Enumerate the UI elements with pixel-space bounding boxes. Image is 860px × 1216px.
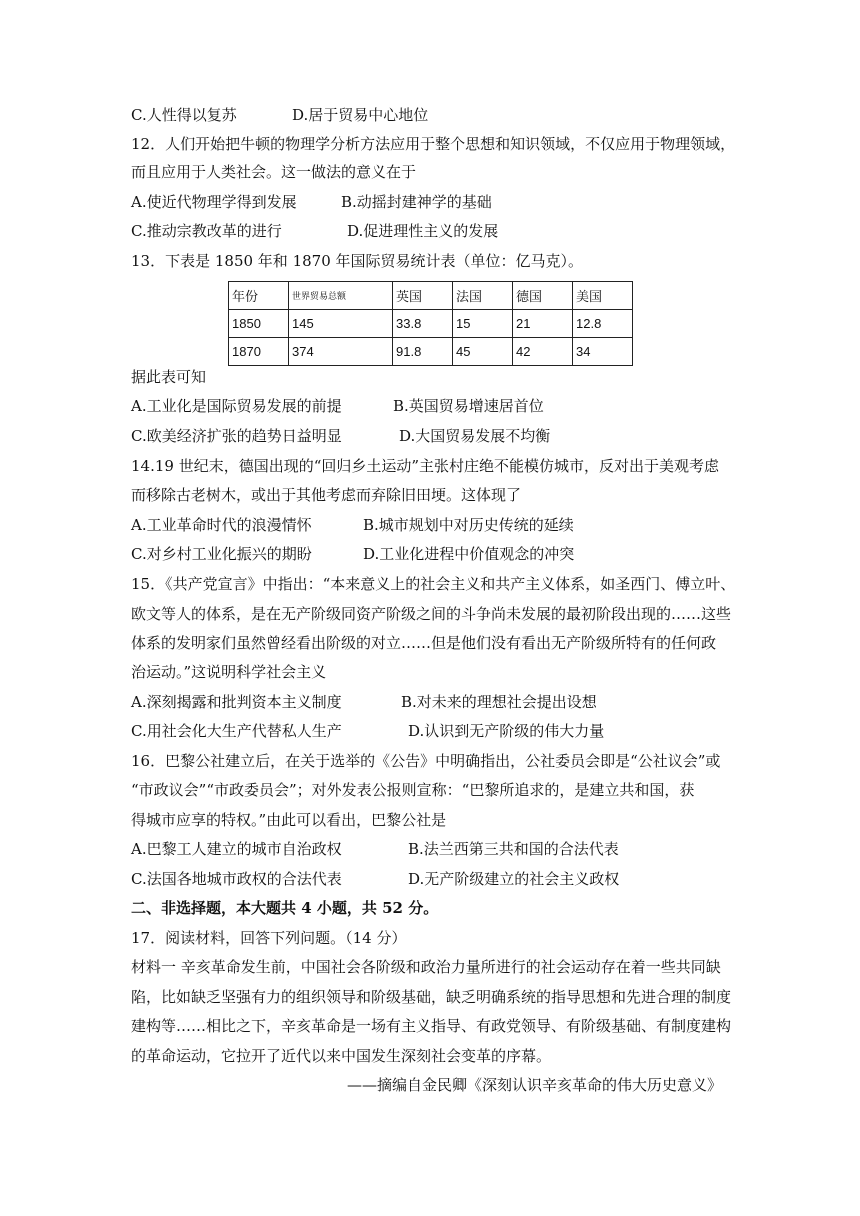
q14-stem-1: 14.19 世纪末，德国出现的“回归乡土运动”主张村庄绝不能模仿城市，反对出于美观考虑	[131, 457, 720, 475]
q14-option-b: B.城市规划中对历史传统的延续	[363, 516, 574, 534]
table-header-cell: 英国	[393, 282, 453, 310]
table-cell: 34	[573, 338, 633, 366]
table-cell: 33.8	[393, 310, 453, 338]
table-header-cell: 年份	[229, 282, 289, 310]
q15-option-d: D.认识到无产阶级的伟大力量	[408, 722, 605, 740]
trade-table	[228, 281, 633, 366]
q14-option-c: C.对乡村工业化振兴的期盼	[131, 545, 312, 563]
q13-option-b: B.英国贸易增速居首位	[393, 397, 544, 415]
q12-option-d: D.促进理性主义的发展	[347, 222, 499, 240]
q13-stem: 13．下表是 1850 年和 1870 年国际贸易统计表（单位：亿马克）。	[131, 252, 584, 270]
q16-option-a: A.巴黎工人建立的城市自治政权	[131, 840, 342, 858]
q15-stem-1: 15．《共产党宣言》中指出：“本来意义上的社会主义和共产主义体系，如圣西门、傅立叶、	[131, 575, 736, 593]
table-row	[229, 310, 633, 338]
q15-option-c: C.用社会化大生产代替私人生产	[131, 722, 342, 740]
table-cell: 42	[513, 338, 573, 366]
q17-stem: 17．阅读材料，回答下列问题。（14 分）	[131, 929, 407, 947]
q15-option-a: A.深刻揭露和批判资本主义制度	[131, 693, 342, 711]
q15-option-b: B.对未来的理想社会提出设想	[401, 693, 597, 711]
table-header-cell: 美国	[573, 282, 633, 310]
q16-stem-2: “市政议会”“市政委员会”；对外发表公报则宣称：“巴黎所追求的，是建立共和国，获	[131, 781, 695, 799]
q15-stem-4: 治运动。”这说明科学社会主义	[131, 663, 327, 681]
table-cell: 21	[513, 310, 573, 338]
material-1-line-3: 建构等……相比之下，辛亥革命是一场有主义指导、有政党领导、有阶级基础、有制度建构	[131, 1017, 732, 1035]
option-c-prev: C.人性得以复苏	[131, 106, 237, 124]
q13-option-d: D.大国贸易发展不均衡	[399, 427, 551, 445]
q14-option-d: D.工业化进程中价值观念的冲突	[363, 545, 575, 563]
material-1-line-2: 陷，比如缺乏坚强有力的组织领导和阶级基础，缺乏明确系统的指导思想和先进合理的制度	[131, 988, 732, 1006]
q16-stem-3: 得城市应享的特权。”由此可以看出，巴黎公社是	[131, 811, 447, 829]
table-header-cell: 法国	[453, 282, 513, 310]
q16-stem-1: 16．巴黎公社建立后，在关于选举的《公告》中明确指出，公社委员会即是“公社议会”或	[131, 752, 721, 770]
q14-option-a: A.工业革命时代的浪漫情怀	[131, 516, 312, 534]
table-cell: 1870	[229, 338, 289, 366]
table-header-row	[229, 282, 633, 310]
q13-option-a: A.工业化是国际贸易发展的前提	[131, 397, 342, 415]
q15-stem-2: 欧文等人的体系，是在无产阶级同资产阶级之间的斗争尚未发展的最初阶段出现的……这些	[131, 605, 732, 623]
material-1-source: ——摘编自金民卿《深刻认识辛亥革命的伟大历史意义》	[346, 1076, 722, 1094]
table-cell: 45	[453, 338, 513, 366]
section-2-heading: 二、非选择题，本大题共 4 小题，共 52 分。	[131, 899, 439, 917]
table-header-cell: 德国	[513, 282, 573, 310]
table-cell: 374	[289, 338, 393, 366]
q13-conclusion: 据此表可知	[131, 368, 207, 386]
table-row	[229, 338, 633, 366]
q12-option-b: B.动摇封建神学的基础	[341, 193, 492, 211]
q15-stem-3: 体系的发明家们虽然曾经看出阶级的对立……但是他们没有看出无产阶级所特有的任何政	[131, 634, 717, 652]
table-cell: 1850	[229, 310, 289, 338]
table-cell: 91.8	[393, 338, 453, 366]
table-cell: 145	[289, 310, 393, 338]
q12-stem-2: 而且应用于人类社会。这一做法的意义在于	[131, 163, 417, 181]
material-1-line-1: 材料一 辛亥革命发生前，中国社会各阶级和政治力量所进行的社会运动存在着一些共同缺	[131, 958, 721, 976]
q16-option-b: B.法兰西第三共和国的合法代表	[408, 840, 619, 858]
q16-option-c: C.法国各地城市政权的合法代表	[131, 870, 342, 888]
q12-option-a: A.使近代物理学得到发展	[131, 193, 297, 211]
q14-stem-2: 而移除古老树木，或出于其他考虑而弃除旧田埂。这体现了	[131, 486, 522, 504]
q12-option-c: C.推动宗教改革的进行	[131, 222, 282, 240]
material-1-line-4: 的革命运动，它拉开了近代以来中国发生深刻社会变革的序幕。	[131, 1047, 552, 1065]
table-cell: 12.8	[573, 310, 633, 338]
table-header-cell: 世界贸易总额	[289, 282, 393, 310]
q12-stem-1: 12．人们开始把牛顿的物理学分析方法应用于整个思想和知识领域，不仅应用于物理领域，	[131, 135, 736, 153]
option-d-prev: D.居于贸易中心地位	[292, 106, 429, 124]
q13-option-c: C.欧美经济扩张的趋势日益明显	[131, 427, 342, 445]
q16-option-d: D.无产阶级建立的社会主义政权	[408, 870, 620, 888]
table-cell: 15	[453, 310, 513, 338]
